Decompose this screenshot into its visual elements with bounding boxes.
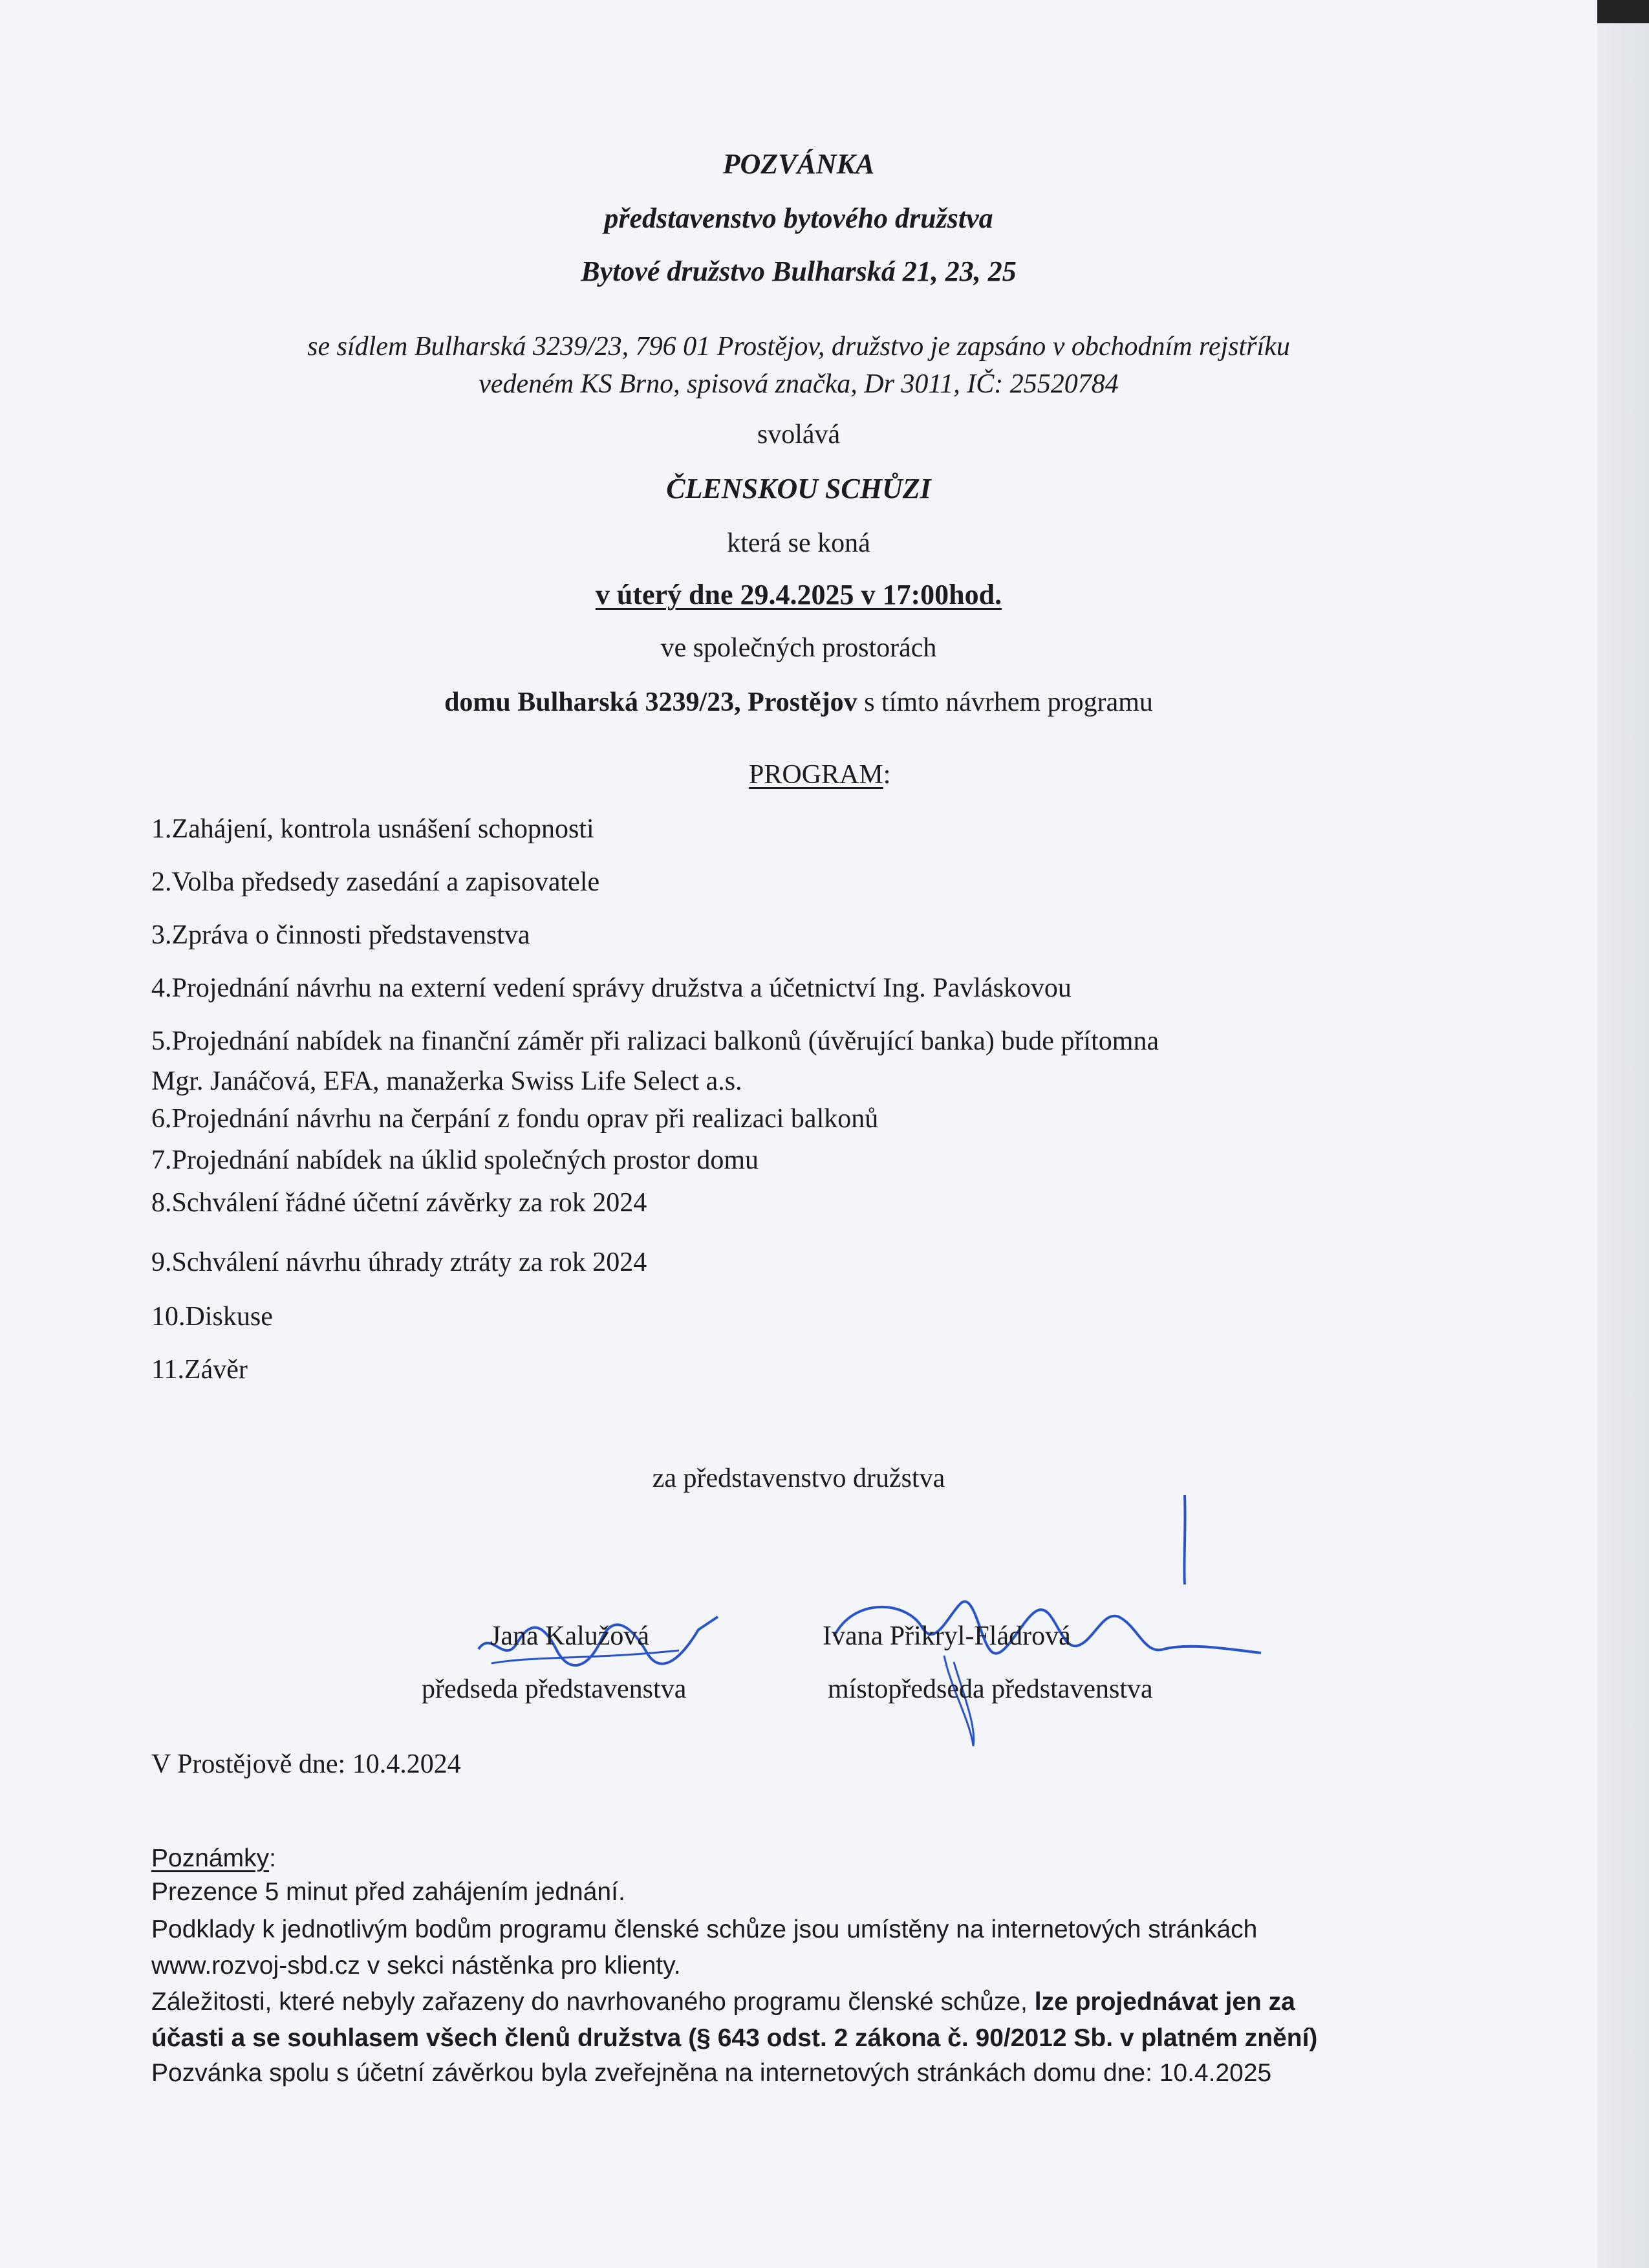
right-signatory-name: Ivana Přikryl-Fládrová — [823, 1621, 1071, 1651]
program-heading-text: PROGRAM — [749, 760, 883, 790]
program-heading-colon: : — [883, 760, 891, 790]
note-line: Podklady k jednotlivým bodům programu členské schůze jsou umístěny na internetových stránkách — [151, 1916, 1258, 1943]
note-line: Prezence 5 minut před zahájením jednání. — [151, 1878, 625, 1906]
program-item: 11.Závěr — [151, 1355, 248, 1385]
place-and-date: V Prostějově dne: 10.4.2024 — [151, 1749, 461, 1779]
program-heading — [749, 759, 890, 790]
note-line-bold: lze projednávat jen za — [1034, 1988, 1295, 2016]
place-line — [0, 687, 1597, 718]
program-item: 6.Projednání návrhu na čerpání z fondu oprav při realizaci balkonů — [151, 1104, 879, 1134]
program-item: 7.Projednání nabídek na úklid společných prostor domu — [151, 1145, 759, 1175]
place-intro: ve společných prostorách — [660, 633, 937, 663]
notes-heading-colon: : — [269, 1844, 276, 1872]
notes-heading-text: Poznámky — [151, 1844, 270, 1872]
left-signatory-name: Jana Kalužová — [490, 1621, 650, 1651]
meeting-datetime: v úterý dne 29.4.2025 v 17:00hod. — [595, 579, 1002, 610]
note-line: www.rozvoj-sbd.cz v sekci nástěnka pro klienty. — [151, 1952, 681, 1980]
right-signatory-role: místopředseda představenstva — [828, 1674, 1153, 1704]
scan-edge — [1597, 0, 1649, 2268]
notes-heading — [151, 1844, 276, 1873]
program-item: 3.Zpráva o činnosti představenstva — [151, 920, 530, 950]
scan-corner-mark — [1597, 0, 1649, 23]
held-text: která se koná — [727, 528, 870, 558]
program-item: 10.Diskuse — [151, 1302, 273, 1332]
document-subtitle: představenstvo bytového družstva — [604, 202, 993, 234]
note-line-text: Záležitosti, které nebyly zařazeny do navrhovaného programu členské schůze, — [151, 1988, 1035, 2016]
for-board-text: za představenstvo družstva — [652, 1463, 945, 1493]
document-title: POZVÁNKA — [722, 148, 875, 180]
program-item: 2.Volba předsedy zasedání a zapisovatele — [151, 867, 600, 897]
place-rest: s tímto návrhem programu — [857, 687, 1153, 717]
meeting-title: ČLENSKOU SCHŮZI — [666, 473, 931, 504]
right-signature-vertical-stroke — [1184, 1495, 1185, 1584]
program-item: 4.Projednání návrhu na externí vedení správy družstva a účetnictví Ing. Pavláskovou — [151, 973, 1072, 1003]
convenes-text: svolává — [757, 420, 841, 449]
note-line: Pozvánka spolu s účetní závěrkou byla zveřejněna na internetových stránkách domu dne: 10.4.2025 — [151, 2059, 1272, 2087]
seat-line-1: se sídlem Bulharská 3239/23, 796 01 Prostějov, družstvo je zapsáno v obchodním rejstříku — [307, 332, 1290, 362]
meeting-datetime-wrap — [0, 578, 1597, 611]
seat-line-2: vedeném KS Brno, spisová značka, Dr 3011, IČ: 25520784 — [479, 369, 1119, 399]
left-signatory-role: předseda představenstva — [422, 1674, 687, 1704]
note-line-bold: účasti a se souhlasem všech členů družstva (§ 643 odst. 2 zákona č. 90/2012 Sb. v platném znění) — [151, 2024, 1318, 2052]
program-item: 5.Projednání nabídek na finanční záměr při ralizaci balkonů (úvěrující banka) bude přítomna — [151, 1026, 1159, 1056]
program-item-continuation: Mgr. Janáčová, EFA, manažerka Swiss Life Select a.s. — [151, 1066, 742, 1096]
cooperative-name: Bytové družstvo Bulharská 21, 23, 25 — [581, 255, 1017, 287]
place-address: domu Bulharská 3239/23, Prostějov — [444, 687, 857, 717]
program-item: 9.Schválení návrhu úhrady ztráty za rok 2024 — [151, 1247, 647, 1277]
note-line — [151, 1988, 1295, 2016]
program-item: 8.Schválení řádné účetní závěrky za rok 2024 — [151, 1188, 647, 1218]
program-item: 1.Zahájení, kontrola usnášení schopnosti — [151, 814, 594, 844]
